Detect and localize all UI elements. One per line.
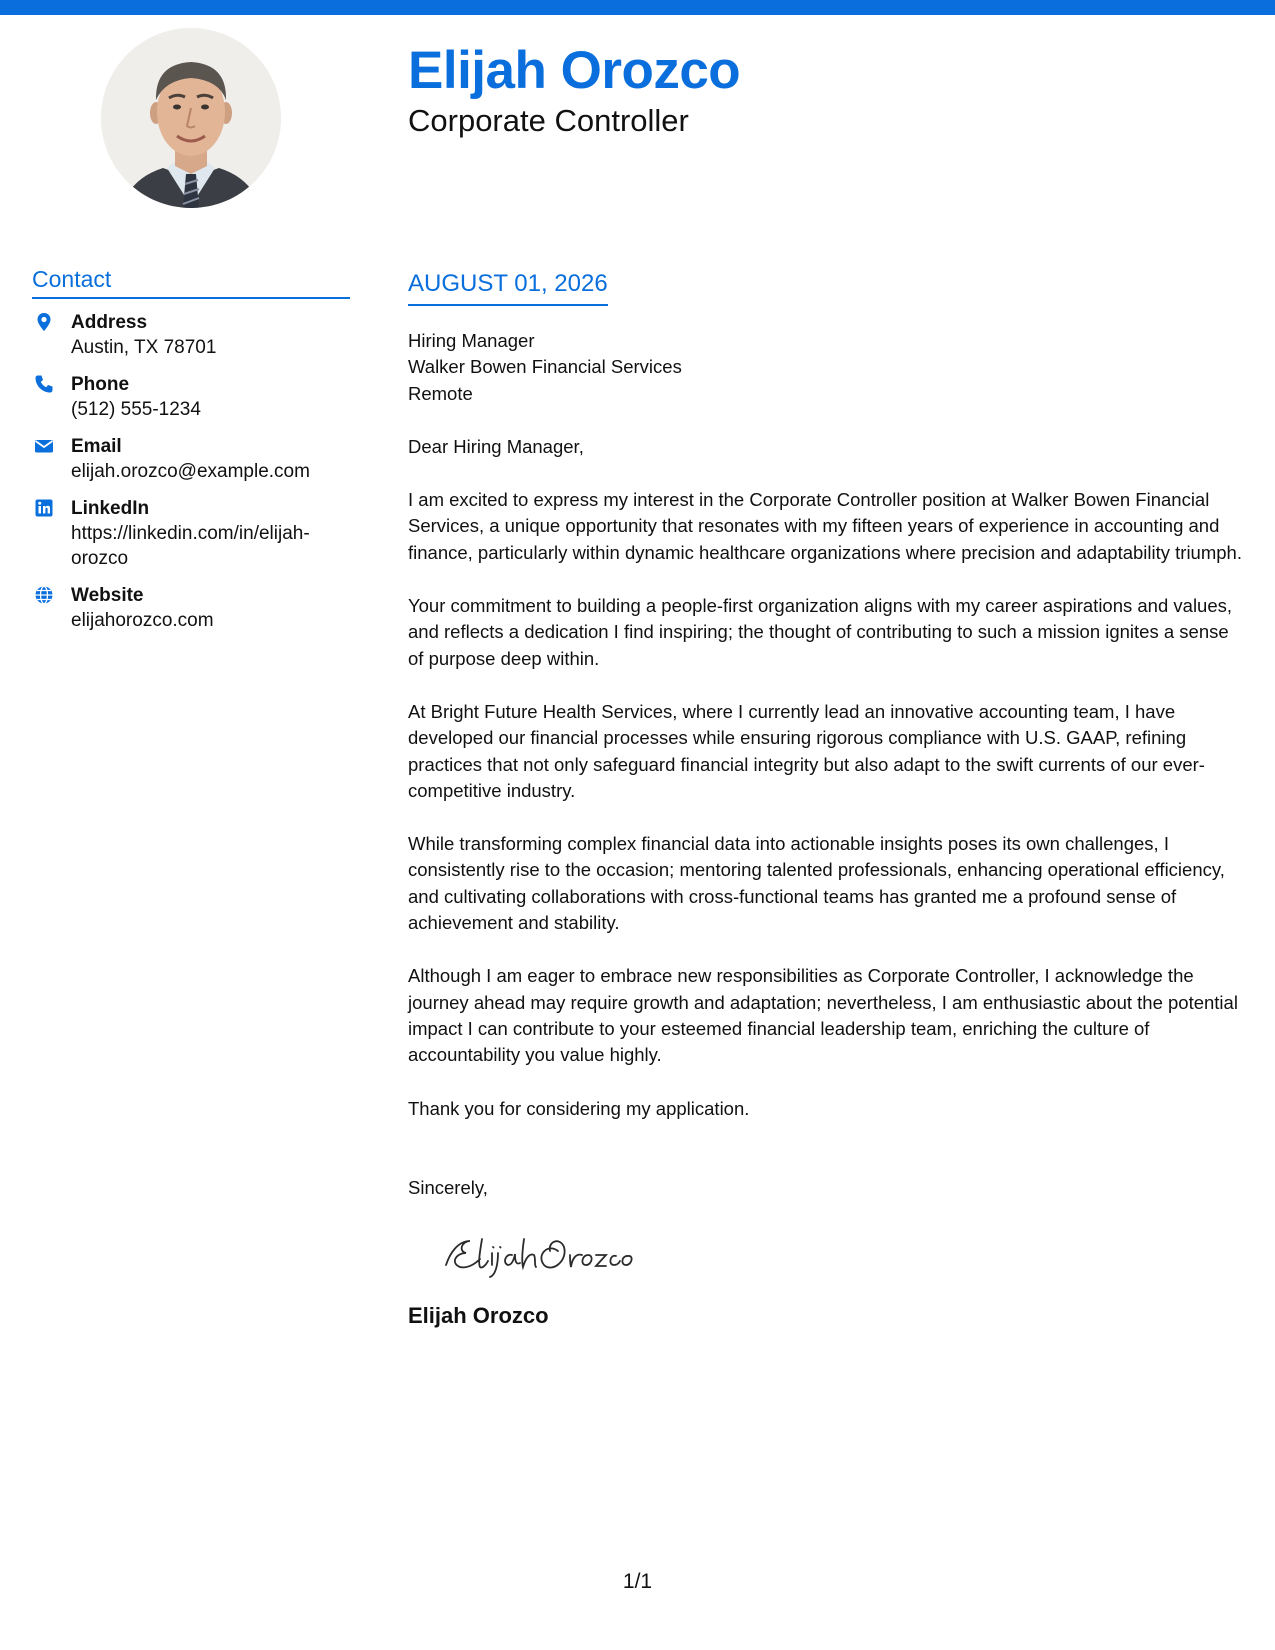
closing: Sincerely, bbox=[408, 1176, 488, 1198]
address-label: Address bbox=[71, 312, 148, 333]
email-value[interactable]: elijah.orozco@example.com bbox=[71, 461, 310, 482]
handwritten-signature bbox=[436, 1223, 1248, 1283]
contact-item-address bbox=[32, 310, 352, 360]
letter-date: AUGUST 01, 2026 bbox=[408, 270, 608, 306]
recipient-title: Hiring Manager bbox=[408, 330, 535, 351]
linkedin-icon bbox=[34, 498, 54, 518]
linkedin-label: LinkedIn bbox=[71, 498, 150, 519]
envelope-icon bbox=[34, 436, 54, 456]
globe-icon bbox=[34, 585, 54, 605]
location-pin-icon bbox=[34, 312, 54, 332]
contact-item-linkedin bbox=[32, 496, 352, 571]
contact-item-website bbox=[32, 583, 352, 633]
website-value[interactable]: elijahorozco.com bbox=[71, 610, 214, 631]
recipient-location: Remote bbox=[408, 382, 473, 404]
phone-value: (512) 555-1234 bbox=[71, 399, 201, 420]
contact-list bbox=[32, 310, 352, 645]
phone-label: Phone bbox=[71, 374, 130, 395]
paragraph-2: Your commitment to building a people-first organization aligns with my career aspirations and values, and reflects a dedication I find inspiring; the thought of contributing to such a mission ignites a sense of purpose deep within. bbox=[408, 595, 1233, 669]
job-title: Corporate Controller bbox=[408, 103, 689, 138]
letter-body bbox=[408, 328, 1248, 1329]
contact-item-email bbox=[32, 434, 352, 484]
paragraph-4: While transforming complex financial data into actionable insights poses its own challenges, I consistently rise to the occasion; mentoring talented professionals, enhancing operational efficiency, and cultivating collaborations with cross-functional teams has granted me a profound sense of achievement and stability. bbox=[408, 833, 1225, 934]
linkedin-value[interactable]: https://linkedin.com/in/elijah-orozco bbox=[71, 523, 310, 569]
address-value: Austin, TX 78701 bbox=[71, 337, 217, 358]
contact-item-phone bbox=[32, 372, 352, 422]
top-accent-bar bbox=[0, 0, 1275, 15]
email-label: Email bbox=[71, 436, 122, 457]
phone-icon bbox=[34, 374, 54, 394]
website-label: Website bbox=[71, 585, 144, 606]
contact-heading: Contact bbox=[32, 266, 350, 299]
page-number: 1/1 bbox=[622, 1570, 653, 1593]
candidate-name: Elijah Orozco bbox=[408, 41, 741, 100]
paragraph-6: Thank you for considering my application. bbox=[408, 1097, 750, 1119]
profile-photo bbox=[101, 28, 281, 208]
salutation: Dear Hiring Manager, bbox=[408, 435, 584, 457]
recipient-company: Walker Bowen Financial Services bbox=[408, 356, 682, 378]
signed-name: Elijah Orozco bbox=[408, 1303, 549, 1329]
recipient-block bbox=[408, 328, 1248, 407]
paragraph-3: At Bright Future Health Services, where I currently lead an innovative accounting team, I have developed our financial processes while ensuring rigorous compliance with U.S. GAAP, refining practices that not only safeguard financial integrity but also adapt to the swift currents of our ever-competitive industry. bbox=[408, 700, 1205, 801]
paragraph-5: Although I am eager to embrace new responsibilities as Corporate Controller, I acknowledge the journey ahead may require growth and adaptation; nevertheless, I am enthusiastic about the potential impact I can contribute to your esteemed financial leadership team, enriching the culture of accountability you value highly. bbox=[408, 965, 1238, 1066]
paragraph-1: I am excited to express my interest in the Corporate Controller position at Walker Bowen Financial Services, a unique opportunity that resonates with my fifteen years of experience in accounting and finance, particularly within dynamic healthcare organizations where precision and adaptability triumph. bbox=[408, 489, 1242, 563]
